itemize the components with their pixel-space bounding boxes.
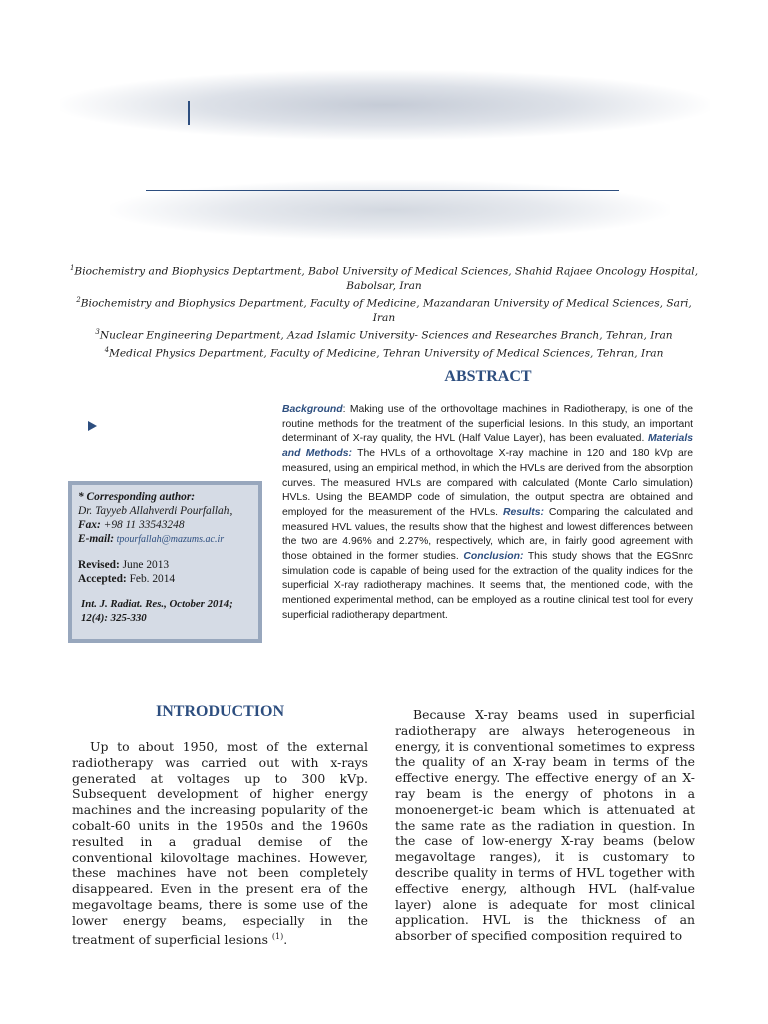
abstract-heading: ABSTRACT <box>444 368 532 385</box>
journal-citation-line-1: Int. J. Radiat. Res., October 2014; <box>81 598 233 610</box>
methods-text: The HVLs of a orthovoltage X-ray machine in 120 and 180 kVp are measured, using an empirical method, in which the HVLs are derived from the absorption curves. The measured HVLs are compared with calculated (Monte Carlo simulation) HVLs. Using the BEAMDP code of simulation, the output spectra are obtained and employed for the measurement of the HVLs. <box>282 448 693 518</box>
email-line: E-mail: tpourfallah@mazums.ac.ir <box>78 533 225 545</box>
abstract-body <box>282 403 693 624</box>
affiliation-3: $^3$Nuclear Engineering Department, Azad Islamic University- Sciences and Researches Branch, Tehran, Iran <box>95 327 673 342</box>
fax-line: Fax: +98 11 33543248 <box>78 519 185 531</box>
corresponding-author-box <box>68 481 262 643</box>
header-band <box>60 70 710 140</box>
background-text: : Making use of the orthovoltage machines in Radiotherapy, is one of the routine methods for the treatment of the superficial lesions. In this study, an important determinant of X-ray quality, the HVL (Half Value Layer), has been evaluated. <box>282 404 693 445</box>
affiliation-1: $^1$Biochemistry and Biophysics Deptartment, Babol University of Medical Sciences, Shahid Rajaee Oncology Hospital, Babolsar, Iran <box>69 264 699 292</box>
methods-label: Materials and Methods: <box>282 433 693 460</box>
affiliation-4: $^4$Medical Physics Department, Faculty of Medicine, Tehran University of Medical Sciences, Tehran, Iran <box>104 345 664 360</box>
header-accent-tick <box>188 101 190 125</box>
header-band-lower <box>110 180 670 240</box>
intro-paragraph-right: Because X-ray beams used in superficial radiotherapy are always heterogeneous in energy, it is conventional sometimes to express the quality of an X-ray beam in terms of the effective energy. The effective energy of an X-ray beam is the energy of photons in a monoenerget-ic beam which is attenuated at the same rate as the radiation in question. In the case of low-energy X-ray beams (below megavoltage ranges), it is customary to describe quality in terms of HVL together with effective energy, although HVL (half-value layer) alone is adequate for most clinical application. HVL is the thickness of an absorber of specified composition required to <box>395 707 695 944</box>
results-text: Comparing the calculated and measured HVL values, the results show that the highest and lowest differences between the two are 4.96% and 2.27%, respectively, which are, in fairly good agreement with those obtained in the former studies. <box>282 506 693 563</box>
accepted-line: Accepted: Feb. 2014 <box>78 573 176 585</box>
results-label: Results: <box>502 506 544 518</box>
corresponding-author-title: * Corresponding author: <box>78 491 196 503</box>
introduction-heading: INTRODUCTION <box>155 703 284 720</box>
corresponding-author-name: Dr. Tayyeb Allahverdi Pourfallah, <box>78 505 233 517</box>
background-label: Background <box>282 404 343 415</box>
citation-ref: (1) <box>271 931 284 941</box>
affiliations <box>66 261 702 360</box>
email-link[interactable]: tpourfallah@mazums.ac.ir <box>114 534 225 545</box>
revised-line: Revised: June 2013 <box>78 559 170 571</box>
arrow-right-icon <box>88 421 97 431</box>
journal-citation-line-2: 12(4): 325-330 <box>81 612 147 624</box>
conclusion-label: Conclusion: <box>463 551 524 563</box>
header-rule <box>146 190 619 191</box>
affiliation-2: $^2$Biochemistry and Biophysics Department, Faculty of Medicine, Mazandaran University of Medical Sciences, Sari, Iran <box>76 295 692 324</box>
intro-paragraph-left: Up to about 1950, most of the external radiotherapy was carried out with x-rays generated at voltages up to 300 kVp. Subsequent development of higher energy machines and the increasing popularity of the cobalt-60 units in the 1950s and the 1960s resulted in a gradual demise of the conventional kilovoltage machines. However, these machines have not been completely disappeared. Even in the present era of the megavoltage beams, there is some use of the lower energy beams, especially in the treatment of superficial lesions $^{(1)}$. <box>72 739 368 947</box>
conclusion-text: This study shows that the EGSnrc simulation code is capable of being used for the extraction of the quality indices for the superficial X-ray radiotherapy machines. It seems that, the mentioned code, with the mentioned experimental method, can be employed as a routine clinical test tool for every superficial radiotherapy department. <box>282 551 694 621</box>
